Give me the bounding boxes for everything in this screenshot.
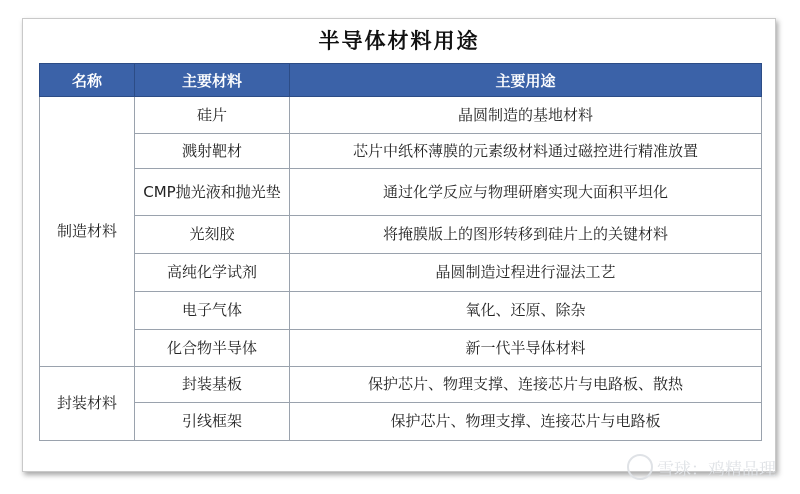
material-cell: 高纯化学试剂 (135, 254, 290, 292)
header-use: 主要用途 (290, 64, 762, 97)
table-row (40, 169, 762, 216)
use-cell: 保护芯片、物理支撑、连接芯片与电路板、散热 (290, 367, 762, 403)
use-cell: 晶圆制造过程进行湿法工艺 (290, 254, 762, 292)
use-cell: 新一代半导体材料 (290, 330, 762, 367)
watermark-text: 雪球：鸡精品理 (657, 459, 776, 480)
use-cell: 氧化、还原、除杂 (290, 292, 762, 330)
header-row (40, 64, 762, 97)
material-cell: 电子气体 (135, 292, 290, 330)
snowball-logo-icon (627, 454, 653, 480)
table-row (40, 97, 762, 134)
material-cell: 化合物半导体 (135, 330, 290, 367)
use-cell: 晶圆制造的基地材料 (290, 97, 762, 134)
group-name-cell: 制造材料 (40, 97, 135, 367)
group-name-cell: 封装材料 (40, 367, 135, 441)
table-row (40, 254, 762, 292)
material-cell: 硅片 (135, 97, 290, 134)
use-cell: 将掩膜版上的图形转移到硅片上的关键材料 (290, 216, 762, 254)
table-row (40, 367, 762, 403)
table-row (40, 216, 762, 254)
use-cell: 芯片中纸杯薄膜的元素级材料通过磁控进行精准放置 (290, 134, 762, 169)
table-row (40, 292, 762, 330)
material-cell: 光刻胶 (135, 216, 290, 254)
materials-table (39, 63, 762, 441)
material-cell: 溅射靶材 (135, 134, 290, 169)
table-title: 半导体材料用途 (318, 29, 480, 53)
table-row (40, 403, 762, 441)
material-cell: 封装基板 (135, 367, 290, 403)
table-figure (22, 18, 776, 472)
table-row (40, 330, 762, 367)
use-cell: 通过化学反应与物理研磨实现大面积平坦化 (290, 169, 762, 216)
header-name: 名称 (40, 64, 135, 97)
material-cell: 引线框架 (135, 403, 290, 441)
use-cell: 保护芯片、物理支撑、连接芯片与电路板 (290, 403, 762, 441)
material-cell: CMP抛光液和抛光垫 (135, 169, 290, 216)
watermark (627, 454, 776, 480)
table-row (40, 134, 762, 169)
header-material: 主要材料 (135, 64, 290, 97)
